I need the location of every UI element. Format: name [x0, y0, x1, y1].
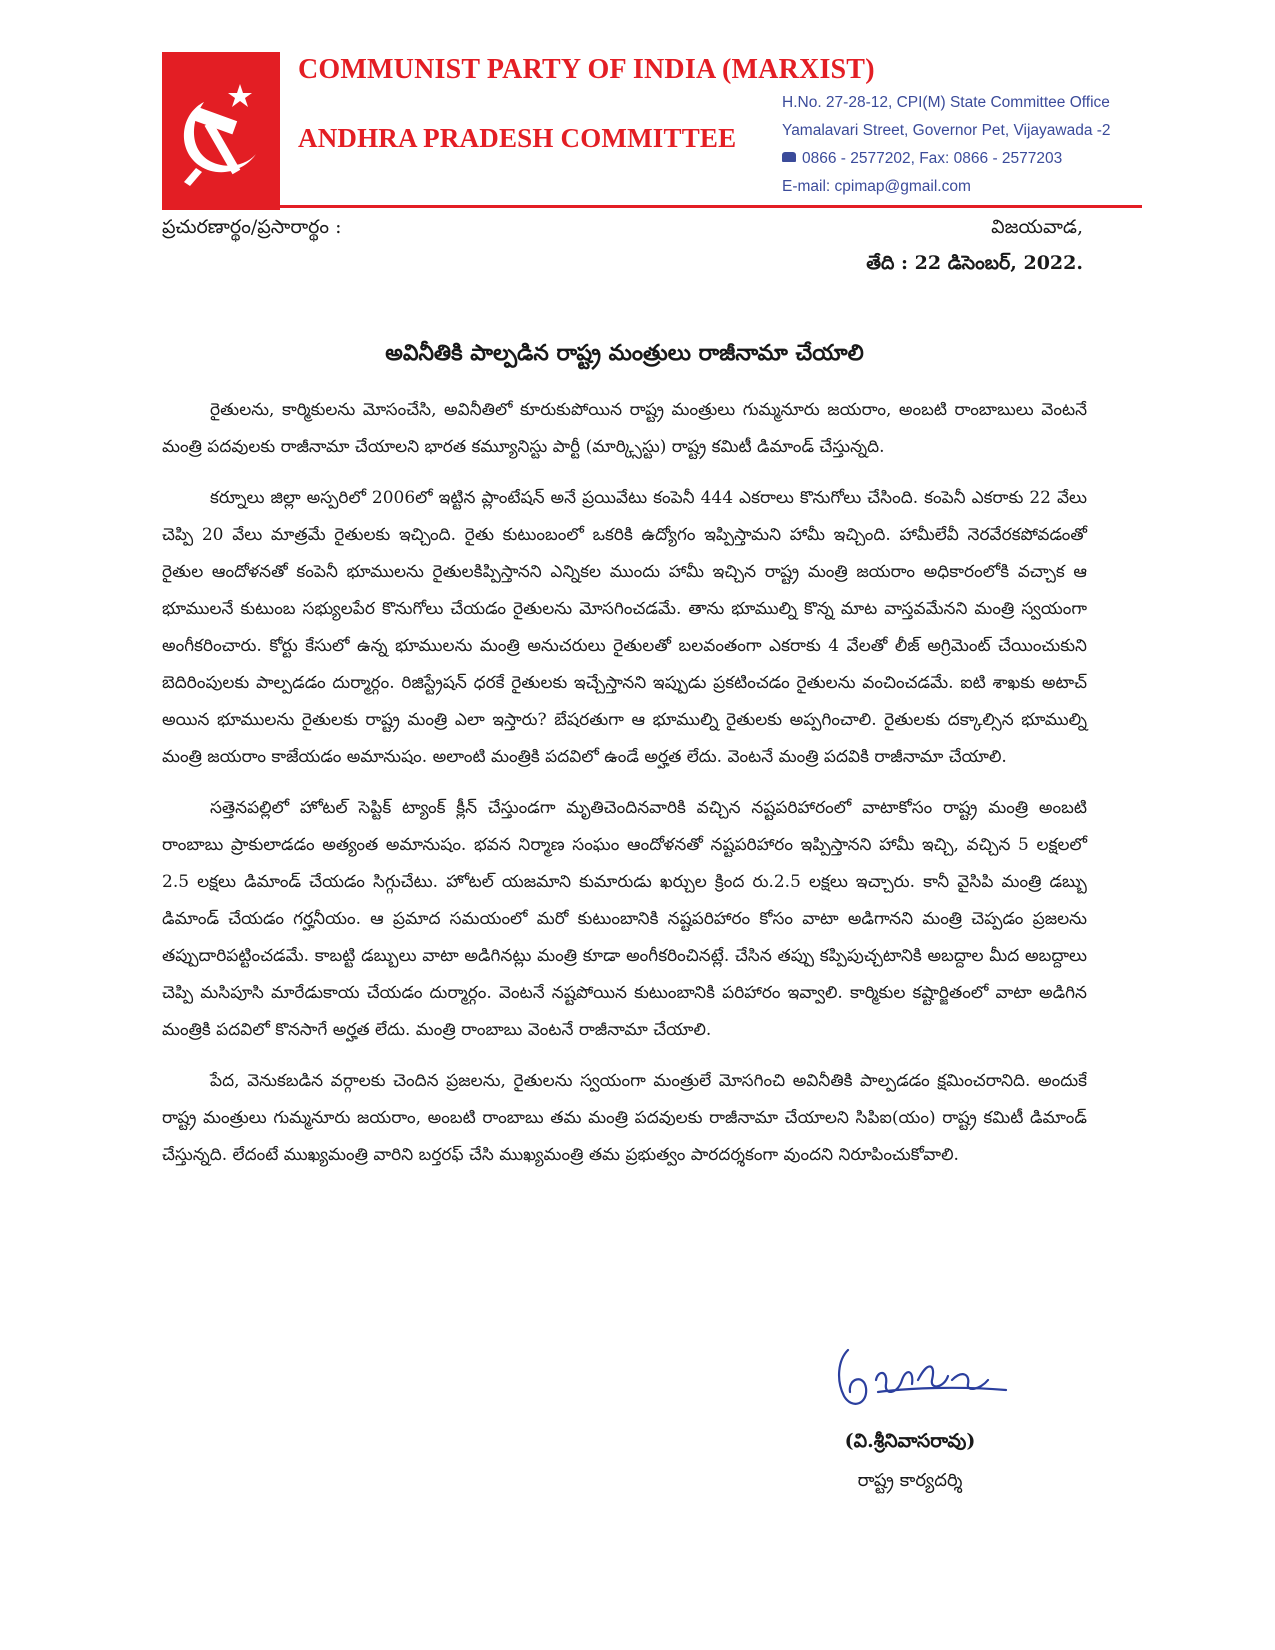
press-release-headline: అవినీతికి పాల్పడిన రాష్ట్ర మంత్రులు రాజీనామా చేయాలి — [385, 340, 864, 366]
address-line-2: Yamalavari Street, Governor Pet, Vijayawada -2 — [782, 122, 1111, 139]
date: తేది : 22 డిసెంబర్, 2022. — [866, 252, 1083, 274]
signer-title: రాష్ట్ర కార్యదర్శి — [857, 1470, 963, 1491]
press-release-body — [162, 392, 1087, 1188]
letterhead-divider — [280, 205, 1142, 208]
phone-icon — [782, 152, 796, 162]
phone-text: 0866 - 2577202, Fax: 0866 - 2577203 — [802, 150, 1063, 167]
city: విజయవాడ, — [991, 216, 1083, 238]
address-line-1: H.No. 27-28-12, CPI(M) State Committee Office — [782, 94, 1110, 111]
org-name: COMMUNIST PARTY OF INDIA (MARXIST) — [298, 54, 875, 85]
email-line: E-mail: cpimap@gmail.com — [782, 178, 971, 195]
signer-name: (వి.శ్రీనివాసరావు) — [844, 1430, 976, 1452]
paragraph: సత్తెనపల్లిలో హోటల్ సెప్టిక్ ట్యాంక్ క్లీన్ చేస్తుండగా మృతిచెందినవారికి వచ్చిన నష్టపరిహారంలో వాటాకోసం రాష్ట్ర మంత్రి అంబటి రాంబాబు ప్రాకులాడడం అత్యంత అమానుషం. భవన నిర్మాణ సంఘం ఆందోళనతో నష్టపరిహారం ఇప్పిస్తానని హామీ ఇచ్చి, వచ్చిన 5 లక్షలలో 2.5 లక్షలు డిమాండ్ చేయడం సిగ్గుచేటు. హోటల్ యజమాని కుమారుడు ఖర్చుల క్రింద రు.2.5 లక్షలు ఇచ్చారు. కానీ వైసిపి మంత్రి డబ్బు డిమాండ్ చేయడం గర్హనీయం. ఆ ప్రమాద సమయంలో మరో కుటుంబానికి నష్టపరిహారం కోసం వాటా అడిగానని మంత్రి చెప్పడం ప్రజలను తప్పుదారిపట్టించడమే. కాబట్టి డబ్బులు వాటా అడిగినట్లు మంత్రి కూడా అంగీకరించినట్లే. చేసిన తప్పు కప్పిపుచ్చటానికి అబద్దాల మీద అబద్దాలు చెప్పి మసిపూసి మారేడుకాయ చేయడం దుర్మార్గం. వెంటనే నష్టపోయిన కుటుంబానికి పరిహారం ఇవ్వాలి. కార్మికుల కష్టార్జితంలో వాటా అడిగిన మంత్రికి పదవిలో కొనసాగే అర్హత లేదు. మంత్రి రాంబాబు వెంటనే రాజీనామా చేయాలి. — [162, 798, 1087, 1040]
letterhead — [162, 52, 1142, 210]
paragraph: రైతులను, కార్మికులను మోసంచేసి, అవినీతిలో కూరుకుపోయిన రాష్ట్ర మంత్రులు గుమ్మనూరు జయరాం, అంబటి రాంబాబులు వెంటనే మంత్రి పదవులకు రాజీనామా చేయాలని భారత కమ్యూనిస్టు పార్టీ (మార్క్సిస్టు) రాష్ట్ర కమిటీ డిమాండ్ చేస్తున్నది. — [162, 400, 1087, 457]
hammer-sickle-star-icon — [166, 80, 276, 190]
paragraph: కర్నూలు జిల్లా అస్పరిలో 2006లో ఇట్టిన ప్లాంటేషన్ అనే ప్రయివేటు కంపెనీ 444 ఎకరాలు కొనుగోలు చేసింది. కంపెనీ ఎకరాకు 22 వేలు చెప్పి 20 వేలు మాత్రమే రైతులకు ఇచ్చింది. రైతు కుటుంబంలో ఒకరికి ఉద్యోగం ఇప్పిస్తామని హామీ ఇచ్చింది. హామీలేవీ నెరవేరకపోవడంతో రైతుల ఆందోళనతో కంపెనీ భూములను రైతులకిప్పిస్తానని ఎన్నికల ముందు హామీ ఇచ్చిన రాష్ట్ర మంత్రి జయరాం అధికారంలోకి వచ్చాక ఆ భూములనే కుటుంబ సభ్యులపేర కొనుగోలు చేయడం రైతులను మోసగించడమే. తాను భూముల్ని కొన్న మాట వాస్తవమేనని మంత్రి స్వయంగా అంగీకరించారు. కోర్టు కేసులో ఉన్న భూములను మంత్రి అనుచరులు రైతులతో బలవంతంగా ఎకరాకు 4 వేలతో లీజ్ అగ్రిమెంట్ చేయించుకుని బెదిరింపులకు పాల్పడడం దుర్మార్గం. రిజిస్ట్రేషన్ ధరకే రైతులకు ఇచ్చేస్తానని ఇప్పుడు ప్రకటించడం రైతులను వంచించడమే. ఐటి శాఖకు అటాచ్ అయిన భూములను రైతులకు రాష్ట్ర మంత్రి ఎలా ఇస్తారు? బేషరతుగా ఆ భూముల్ని రైతులకు అప్పగించాలి. రైతులకు దక్కాల్సిన భూముల్ని మంత్రి జయరాం కాజేయడం అమానుషం. అలాంటి మంత్రికి పదవిలో ఉండే అర్హత లేదు. వెంటనే మంత్రి పదవికి రాజీనామా చేయాలి. — [162, 488, 1087, 767]
release-label: ప్రచురణార్థం/ప్రసారార్థం : — [162, 216, 342, 238]
party-logo — [162, 52, 280, 210]
paragraph: పేద, వెనుకబడిన వర్గాలకు చెందిన ప్రజలను, రైతులను స్వయంగా మంత్రులే మోసగించి అవినీతికి పాల్పడడం క్షమించరానిది. అందుకే రాష్ట్ర మంత్రులు గుమ్మనూరు జయరాం, అంబటి రాంబాబు తమ మంత్రి పదవులకు రాజీనామా చేయాలని సిపిఐ(యం) రాష్ట్ర కమిటీ డిమాండ్ చేస్తున్నది. లేదంటే ముఖ్యమంత్రి వారిని బర్తరఫ్ చేసి ముఖ్యమంత్రి తమ ప్రభుత్వం పారదర్శకంగా వుందని నిరూపించుకోవాలి. — [162, 1071, 1087, 1165]
committee-name: ANDHRA PRADESH COMMITTEE — [298, 123, 737, 153]
phone-line — [782, 150, 1062, 168]
handwritten-signature — [818, 1340, 1018, 1424]
